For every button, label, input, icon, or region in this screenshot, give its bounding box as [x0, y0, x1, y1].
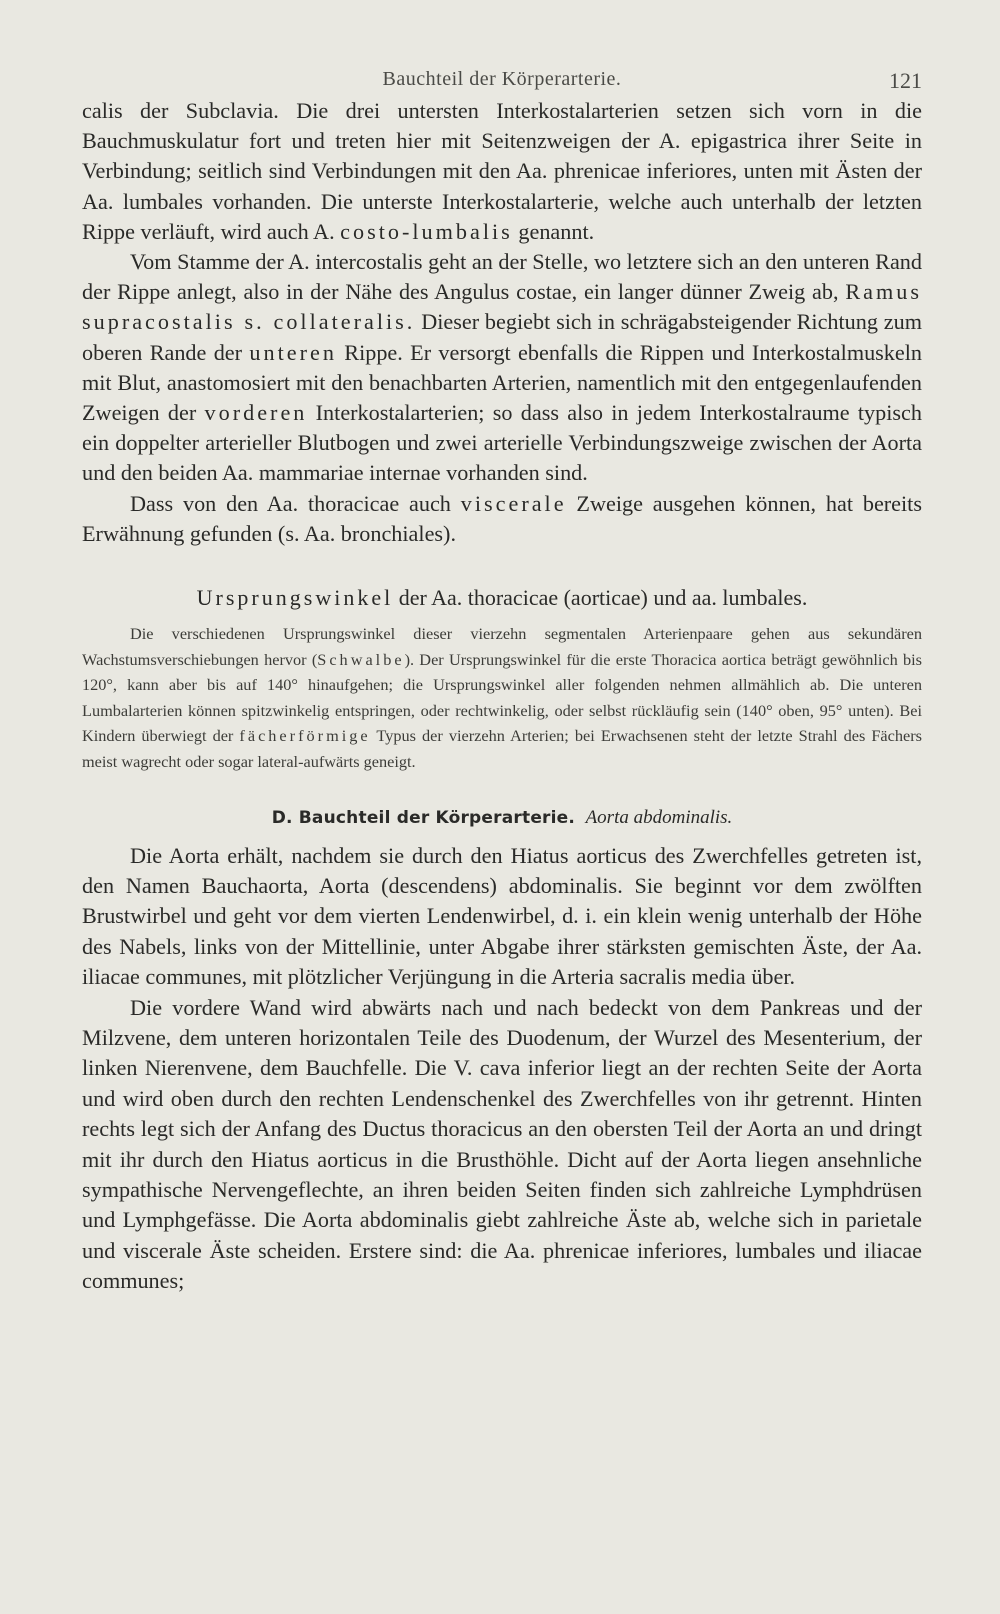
author-name: Schwalbe	[317, 649, 405, 669]
running-head	[82, 62, 922, 96]
text-run: ). Der Ursprungswinkel für die erste Thoracica aortica beträgt gewöhnlich bis 120°, kann aber bis auf 140° hinaufgehen; die Ursprungswinkel aller folgenden nehmen allmählich ab. Die unteren Lumbalarterien können spitzwinkelig entspringen, oder rechtwinkelig, oder selbst rückläufig sein (140° oben, 95° unten). Bei Kindern überwiegt der	[82, 649, 923, 746]
spaced-term: costo-lumbalis	[340, 218, 513, 244]
paragraph-origin-angles	[82, 621, 922, 775]
spaced-term: viscerale	[460, 490, 567, 516]
spaced-term: Ramus supracostalis s. collateralis.	[82, 279, 923, 335]
text-run: Die verschiedenen Ursprungswinkel dieser vierzehn segmentalen Arterienpaare gehen aus sekundären Wachstumsverschiebungen hervor (	[82, 624, 922, 669]
section-heading	[82, 807, 922, 829]
spaced-term: unteren	[249, 339, 337, 365]
paragraph-aorta-relations: Die vordere Wand wird abwärts nach und nach bedeckt von dem Pankreas und der Milzvene, dem unteren horizontalen Teile des Duodenum, der Wurzel des Mesenterium, der linken Nierenvene, dem Bauchfelle. Die V. cava inferior liegt an der rechten Seite der Aorta und wird oben durch den rechten Lendenschenkel des Zwerchfelles von ihr getrennt. Hinten rechts legt sich der Anfang des Ductus thoracicus an den obersten Teil der Aorta an und dringt mit ihr durch den Hiatus aorticus in die Brusthöhle. Dicht auf der Aorta liegen ansehnliche sympathische Nervengeflechte, an ihren beiden Seiten finden sich zahlreiche Lymphdrüsen und Lymphgefässe. Die Aorta abdominalis giebt zahlreiche Äste ab, welche sich in parietale und viscerale Äste scheiden. Erstere sind: die Aa. phrenicae inferiores, lumbales und iliacae communes;	[82, 994, 922, 1294]
text-run: Dieser begiebt sich in schrägabsteigender Richtung zum oberen Rande der	[82, 309, 922, 365]
section-latin-title: Aorta abdominalis.	[585, 806, 733, 828]
page-number: 121	[889, 68, 922, 93]
running-title: Bauchteil der Körperarterie.	[382, 68, 622, 90]
text-run: der Aa. thoracicae (aorticae) und aa. lumbales.	[398, 585, 808, 611]
section-title: D. Bauchteil der Körperarterie.	[271, 807, 576, 828]
intercostal-section	[82, 96, 922, 549]
subheading-ursprungswinkel	[82, 585, 922, 611]
text-run: Vom Stamme der A. intercostalis geht an der Stelle, wo letztere sich an den unteren Rand der Rippe anlegt, also in der Nähe des Angulus costae, ein langer dünner Zweig ab,	[82, 249, 922, 305]
text-run: Typus der vierzehn Arterien; bei Erwachsenen steht der letzte Strahl des Fächers meist wagrecht oder sogar lateral-aufwärts geneigt.	[82, 726, 922, 772]
text-run: calis der Subclavia. Die drei untersten Interkostalarterien setzen sich vorn in die Bauchmuskulatur fort und treten hier mit Seitenzweigen der A. epigastrica ihrer Seite in Verbindung; seitlich sind Verbindungen mit den Aa. phrenicae inferiores, unten mit Ästen der Aa. lumbales vorhanden. Die unterste Interkostalarterie, welche auch unterhalb der letzten Rippe verläuft, wird auch A.	[82, 98, 922, 244]
paragraph-ramus-supracostalis	[82, 247, 922, 489]
text-run: Interkostalarterien; so dass also in jedem Interkostalraume typisch ein doppelter arterieller Blutbogen und zwei arterielle Verbindungszweige zwischen der Aorta und den beiden Aa. mammariae internae vorhanden sind.	[82, 400, 922, 486]
paragraph-intercostal-continuation	[82, 96, 922, 247]
aorta-abdominalis-section	[82, 841, 922, 1297]
paragraph-visceral-branches	[82, 489, 922, 549]
text-run: Rippe. Er versorgt ebenfalls die Rippen und Interkostalmuskeln mit Blut, anastomosiert mit den benachbarten Arterien, namentlich mit den entgegenlaufenden Zweigen der	[82, 339, 923, 426]
spaced-term: vorderen	[204, 400, 308, 426]
text-run: Zweige ausgehen können, hat bereits Erwähnung gefunden (s. Aa. bronchiales).	[82, 490, 922, 546]
spaced-term: Ursprungswinkel	[196, 585, 394, 611]
small-print-note	[82, 621, 922, 775]
paragraph-aorta-course: Die Aorta erhält, nachdem sie durch den Hiatus aorticus des Zwerchfelles getreten ist, den Namen Bauchaorta, Aorta (descendens) abdominalis. Sie beginnt vor dem zwölften Brustwirbel und geht vor dem vierten Lendenwirbel, d. i. ein klein wenig unterhalb der Höhe des Nabels, links von der Mittellinie, unter Abgabe ihrer stärksten gemischten Äste, der Aa. iliacae communes, mit plötzlicher Verjüngung in die Arteria sacralis media über.	[82, 842, 922, 990]
text-run: genannt.	[518, 218, 595, 244]
spaced-term: fächerförmige	[239, 726, 371, 746]
text-run: Dass von den Aa. thoracicae auch	[130, 490, 451, 516]
